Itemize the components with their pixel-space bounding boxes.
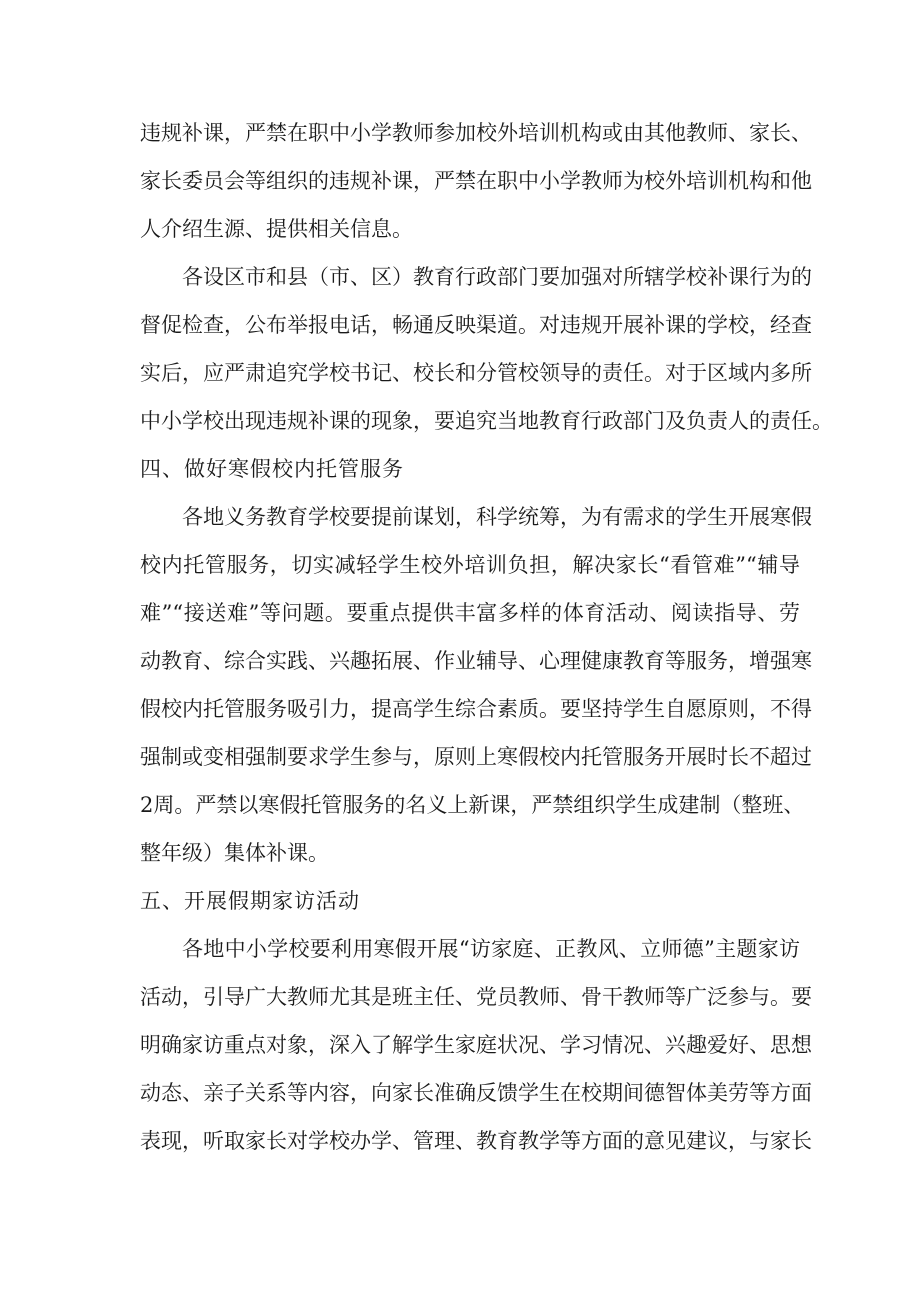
text-line: 活动，引导广大教师尤其是班主任、党员教师、骨干教师等广泛参与。要 xyxy=(140,985,812,1009)
text-line: 各地中小学校要利用寒假开展“访家庭、正教风、立师德”主题家访 xyxy=(182,937,800,961)
text-line: 整年级）集体补课。 xyxy=(140,841,329,865)
text-line: 表现，听取家长对学校办学、管理、教育教学等方面的意见建议，与家长 xyxy=(140,1129,812,1153)
text-line: 2周。严禁以寒假托管服务的名义上新课，严禁组织学生成建制（整班、 xyxy=(140,793,805,817)
text-line: 人介绍生源、提供相关信息。 xyxy=(140,217,413,241)
paragraph-home-visit xyxy=(140,925,812,1165)
text-line: 各地义务教育学校要提前谋划，科学统筹，为有需求的学生开展寒假 xyxy=(182,505,812,529)
text-line: 难”“接送难”等问题。要重点提供丰富多样的体育活动、阅读指导、劳 xyxy=(140,601,800,625)
text-line: 中小学校出现违规补课的现象，要追究当地教育行政部门及负责人的责任。 xyxy=(140,409,833,433)
text-line: 违规补课，严禁在职中小学教师参加校外培训机构或由其他教师、家长、 xyxy=(140,121,812,145)
text-line: 明确家访重点对象，深入了解学生家庭状况、学习情况、兴趣爱好、思想 xyxy=(140,1033,812,1057)
section-heading-4: 四、做好寒假校内托管服务 xyxy=(140,457,404,481)
paragraph-continued xyxy=(140,109,812,253)
text-line: 督促检查，公布举报电话，畅通反映渠道。对违规开展补课的学校，经查 xyxy=(140,313,812,337)
text-line: 各设区市和县（市、区）教育行政部门要加强对所辖学校补课行为的 xyxy=(182,265,812,289)
document-body xyxy=(140,109,833,1165)
text-line: 校内托管服务，切实减轻学生校外培训负担，解决家长“看管难”“辅导 xyxy=(140,553,800,577)
text-line: 实后，应严肃追究学校书记、校长和分管校领导的责任。对于区域内多所 xyxy=(140,361,812,385)
text-line: 强制或变相强制要求学生参与，原则上寒假校内托管服务开展时长不超过 xyxy=(140,745,812,769)
paragraph-supervision xyxy=(140,253,833,445)
section-heading-5: 五、开展假期家访活动 xyxy=(140,889,360,913)
paragraph-hosting-service xyxy=(140,493,812,877)
text-line: 动教育、综合实践、兴趣拓展、作业辅导、心理健康教育等服务，增强寒 xyxy=(140,649,812,673)
text-line: 动态、亲子关系等内容，向家长准确反馈学生在校期间德智体美劳等方面 xyxy=(140,1081,812,1105)
text-line: 假校内托管服务吸引力，提高学生综合素质。要坚持学生自愿原则，不得 xyxy=(140,697,812,721)
text-line: 家长委员会等组织的违规补课，严禁在职中小学教师为校外培训机构和他 xyxy=(140,169,812,193)
